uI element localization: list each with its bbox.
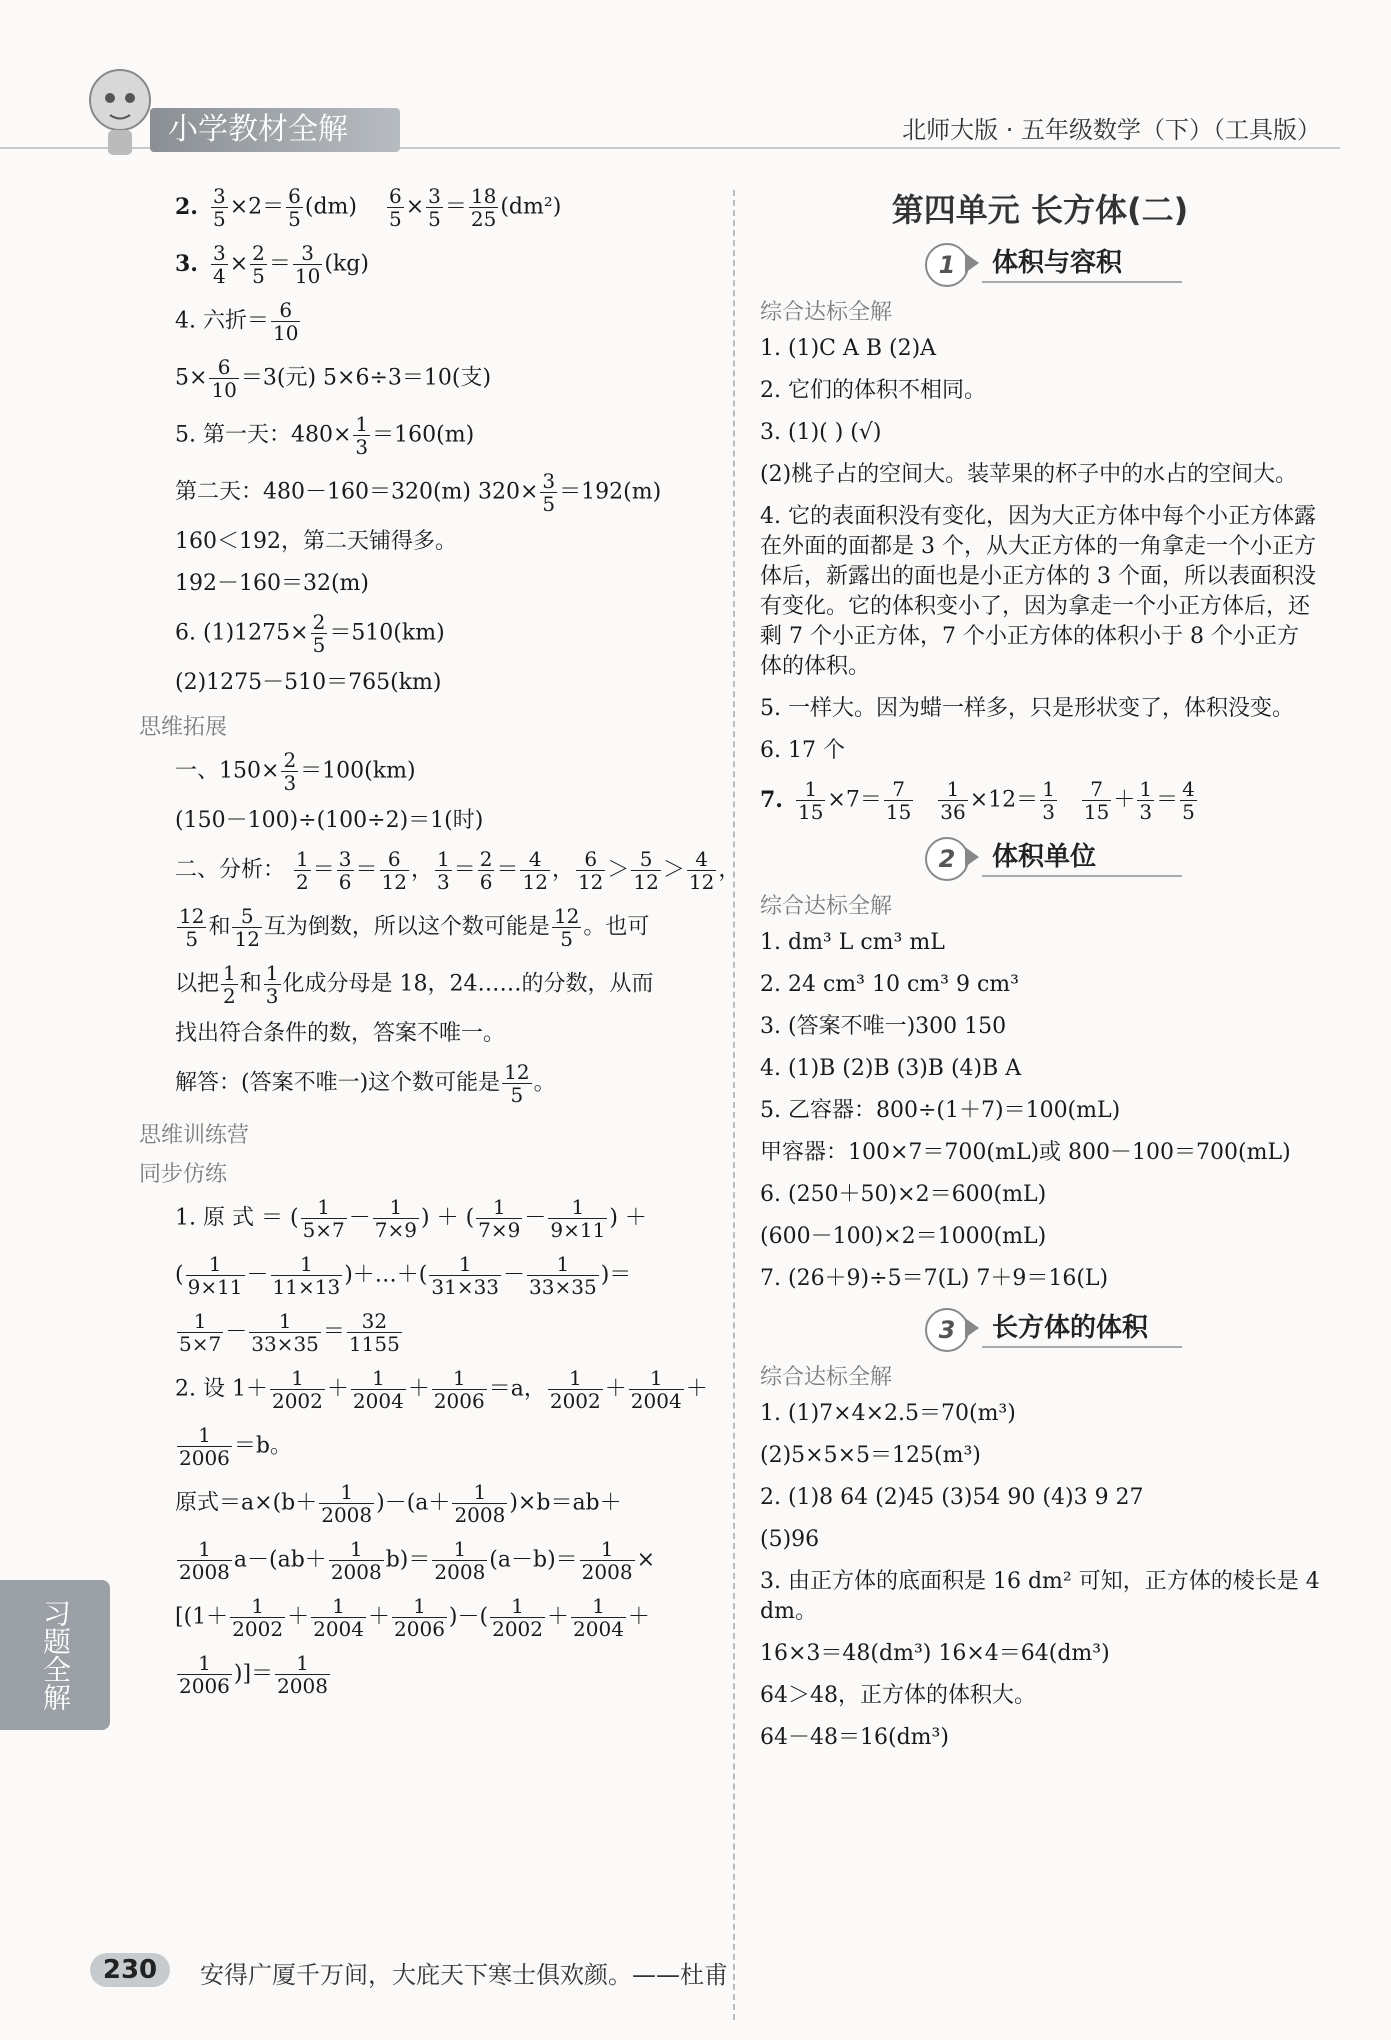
answer-line: 4. 六折＝ $\frac{6}{10}$ bbox=[175, 298, 299, 345]
answer-line: 2. 它们的体积不相同。 bbox=[760, 378, 986, 403]
arrow-icon bbox=[965, 253, 979, 273]
section-label: 综合达标全解 bbox=[760, 894, 893, 919]
footer-quote: 安得广厦千万间，大庇天下寒士俱欢颜。——杜甫 bbox=[200, 1961, 728, 1989]
answer-line: (600－100)×2＝1000(mL) bbox=[760, 1224, 1047, 1249]
answer-line: 4. 它的表面积没有变化，因为大正方体中每个小正方体露在外面的面都是 3 个，从大正方体的一角拿走一个小正方体后，新露出的面也是小正方体的 3 个面，所以表面积没有变化。它的体积变小了，因为拿走一个小正方体后，还剩 7 个小正方体，7 个小正方体的体积小于 8 个小正方体的体积。 bbox=[760, 504, 1316, 679]
side-tab: 习题全解 bbox=[0, 1580, 110, 1730]
answer-line: 5. 乙容器：800÷(1＋7)＝100(mL) bbox=[760, 1098, 1121, 1123]
answer-line: 160＜192，第二天铺得多。 bbox=[175, 529, 457, 554]
column-divider bbox=[733, 190, 735, 2020]
answer-line: 找出符合条件的数，答案不唯一。 bbox=[175, 1021, 506, 1046]
answer-line: 4. (1)B (2)B (3)B (4)B A bbox=[760, 1056, 1022, 1081]
brand-title: 小学教材全解 bbox=[150, 108, 400, 152]
answer-line: 解答：(答案不唯一)这个数可能是 $\frac{12}{5}$ 。 bbox=[175, 1060, 556, 1107]
answer-line: 1. dm³ L cm³ mL bbox=[760, 930, 945, 955]
answer-line: 2. 设 1＋ $\frac{1}{2002}$ ＋ $\frac{1}{2004}$ ＋ $\frac{1}{2006}$ ＝a， $\frac{1}{2002}$ ＋ $\frac{1}{2004}$ ＋ bbox=[175, 1366, 708, 1413]
mascot-icon bbox=[80, 60, 160, 160]
answer-line: $\frac{1}{2006}$ )]＝ $\frac{1}{2008}$ bbox=[179, 1651, 328, 1698]
lesson-underline bbox=[982, 875, 1182, 877]
section-label: 思维训练营 bbox=[139, 1123, 250, 1148]
arrow-icon bbox=[965, 1318, 979, 1338]
section-label: 同步仿练 bbox=[139, 1162, 228, 1187]
answer-line: $\frac{1}{5\times 7}$ － $\frac{1}{33\times 35}$ ＝ $\frac{32}{1155}$ bbox=[179, 1309, 400, 1356]
answer-line: 2. 24 cm³ 10 cm³ 9 cm³ bbox=[760, 972, 1019, 997]
answer-line: 2. $\frac{3}{5}$ ×2＝ $\frac{6}{5}$ (dm) $\frac{6}{5}$ × $\frac{3}{5}$ ＝ $\frac{18}{25}$ (dm²) bbox=[175, 184, 562, 231]
answer-line: 5. 第一天：480× $\frac{1}{3}$ ＝160(m) bbox=[175, 412, 475, 459]
answer-line: $\frac{1}{2008}$ a－(ab＋ $\frac{1}{2008}$ b)＝ $\frac{1}{2008}$ (a－b)＝ $\frac{1}{2008}$ × bbox=[179, 1537, 656, 1584]
answer-line: 1. (1)7×4×2.5＝70(m³) bbox=[760, 1401, 1016, 1426]
answer-line: 7. $\frac{1}{15}$ ×7＝ $\frac{7}{15}$ $\frac{1}{36}$ ×12＝ $\frac{1}{3}$ $\frac{7}{15}$ ＋ $\frac{1}{3}$ ＝ $\frac{4}{5}$ bbox=[760, 777, 1195, 824]
answer-line: 64－48＝16(dm³) bbox=[760, 1725, 949, 1750]
lesson-number: 3 bbox=[925, 1308, 969, 1352]
unit-title: 第四单元 长方体(二) bbox=[891, 191, 1189, 229]
lesson-number: 1 bbox=[925, 243, 969, 287]
lesson-number: 2 bbox=[925, 837, 969, 881]
answer-line: 第二天：480－160＝320(m) 320× $\frac{3}{5}$ ＝192(m) bbox=[175, 469, 662, 516]
answer-line: (2)桃子占的空间大。装苹果的杯子中的水占的空间大。 bbox=[760, 462, 1298, 487]
answer-line: [(1＋ $\frac{1}{2002}$ ＋ $\frac{1}{2004}$ ＋ $\frac{1}{2006}$ )－( $\frac{1}{2002}$ ＋ $\frac{1}{2004}$ ＋ bbox=[175, 1594, 650, 1641]
answer-line: $\frac{1}{2006}$ ＝b。 bbox=[179, 1423, 292, 1470]
answer-line: 16×3＝48(dm³) 16×4＝64(dm³) bbox=[760, 1641, 1110, 1666]
answer-line: 6. (1)1275× $\frac{2}{5}$ ＝510(km) bbox=[175, 610, 445, 657]
answer-line: 5× $\frac{6}{10}$ ＝3(元) 5×6÷3＝10(支) bbox=[175, 355, 492, 402]
answer-line: (2)1275－510＝765(km) bbox=[175, 670, 442, 695]
answer-line: (150－100)÷(100÷2)＝1(时) bbox=[175, 808, 484, 833]
lesson-title: 体积与容积 bbox=[992, 248, 1123, 278]
lesson-underline bbox=[982, 281, 1182, 283]
lesson-header bbox=[760, 835, 1320, 879]
answer-line: 以把 $\frac{1}{2}$ 和 $\frac{1}{3}$ 化成分母是 18，24……的分数，从而 bbox=[175, 961, 654, 1008]
answer-line: 6. (250＋50)×2＝600(mL) bbox=[760, 1182, 1047, 1207]
answer-line: 3. (答案不唯一)300 150 bbox=[760, 1014, 1007, 1039]
section-label: 思维拓展 bbox=[139, 715, 228, 740]
lesson-title: 体积单位 bbox=[992, 842, 1097, 872]
arrow-icon bbox=[965, 847, 979, 867]
lesson-title: 长方体的体积 bbox=[992, 1313, 1149, 1343]
answer-line: 甲容器：100×7＝700(mL)或 800－100＝700(mL) bbox=[760, 1140, 1291, 1165]
right-column bbox=[760, 185, 1320, 1765]
edition-label: 北师大版 · 五年级数学（下）（工具版） bbox=[902, 116, 1321, 144]
answer-line: 6. 17 个 bbox=[760, 738, 845, 763]
answer-line: 7. (26＋9)÷5＝7(L) 7＋9＝16(L) bbox=[760, 1266, 1109, 1291]
answer-line: 1. (1)C A B (2)A bbox=[760, 336, 937, 361]
lesson-header bbox=[760, 241, 1320, 285]
page-number: 230 bbox=[90, 1953, 170, 1987]
answer-line: 一、150× $\frac{2}{3}$ ＝100(km) bbox=[175, 748, 416, 795]
section-label: 综合达标全解 bbox=[760, 300, 893, 325]
lesson-underline bbox=[982, 1346, 1182, 1348]
answer-line: $\frac{12}{5}$ 和 $\frac{5}{12}$ 互为倒数，所以这个数可能是 $\frac{12}{5}$ 。也可 bbox=[179, 904, 650, 951]
answer-line: 5. 一样大。因为蜡一样多，只是形状变了，体积没变。 bbox=[760, 696, 1294, 721]
section-label: 综合达标全解 bbox=[760, 1365, 893, 1390]
answer-line: 2. (1)8 64 (2)45 (3)54 90 (4)3 9 27 bbox=[760, 1485, 1144, 1510]
left-column bbox=[139, 184, 741, 1709]
answer-line: 192－160＝32(m) bbox=[175, 571, 370, 596]
answer-line: 3. $\frac{3}{4}$ × $\frac{2}{5}$ ＝ $\frac{3}{10}$ (kg) bbox=[175, 241, 369, 288]
answer-line: 二、分析： $\frac{1}{2}$ ＝ $\frac{3}{6}$ ＝ $\frac{6}{12}$ ， $\frac{1}{3}$ ＝ $\frac{2}{6}$ ＝ $\frac{4}{12}$ ， $\frac{6}{12}$ ＞ $\frac{5}{12}$ ＞ $\frac{4}{12}$ ， bbox=[175, 847, 741, 894]
answer-line: 64＞48，正方体的体积大。 bbox=[760, 1683, 1036, 1708]
answer-line: 3. (1)( ) (√) bbox=[760, 420, 882, 445]
answer-line: (5)96 bbox=[760, 1527, 820, 1552]
answer-line: ( $\frac{1}{9\times 11}$ － $\frac{1}{11\times 13}$ )＋…＋( $\frac{1}{31\times 33}$ － $\frac{1}{33\times 35}$ )＝ bbox=[175, 1252, 632, 1299]
answer-line: 原式＝a×(b＋ $\frac{1}{2008}$ )－(a＋ $\frac{1}{2008}$ )×b＝ab＋ bbox=[175, 1480, 622, 1527]
answer-line: (2)5×5×5＝125(m³) bbox=[760, 1443, 981, 1468]
lesson-header bbox=[760, 1306, 1320, 1350]
answer-line: 1. 原 式 ＝ ( $\frac{1}{5\times 7}$ － $\frac{1}{7\times 9}$ ) ＋ ( $\frac{1}{7\times 9}$ － $\frac{1}{9\times 11}$ ) ＋ bbox=[175, 1195, 647, 1242]
answer-line: 3. 由正方体的底面积是 16 dm² 可知，正方体的棱长是 4 dm。 bbox=[760, 1569, 1320, 1624]
